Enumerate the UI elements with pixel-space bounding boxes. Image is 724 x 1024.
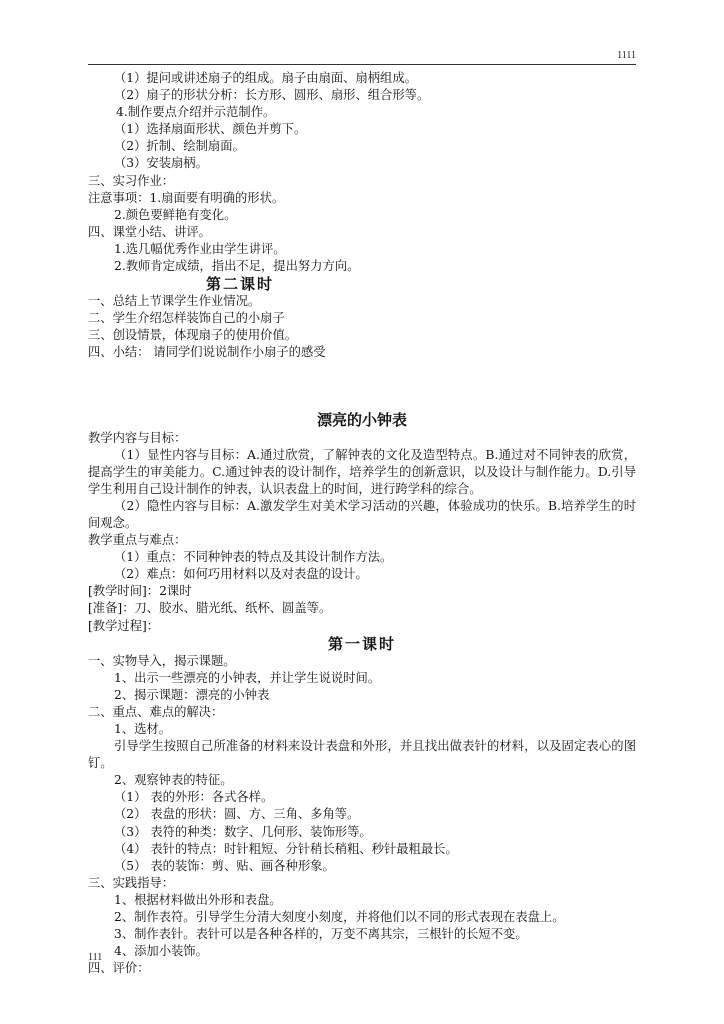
footer-page-number: 111 [88, 952, 103, 963]
text-line: 2、制作表符。引导学生分清大刻度小刻度，并将他们以不同的形式表现在表盘上。 [114, 910, 565, 925]
section-title: 漂亮的小钟表 [316, 410, 407, 429]
text-line: 二、重点、难点的解决： [88, 704, 224, 719]
text-line: 3、制作表针。表针可以是各种各样的，万变不离其宗，三根针的长短不变。 [114, 927, 528, 942]
text-line: 4、添加小装饰。 [114, 944, 208, 959]
guide-paragraph: 引导学生按照自己所准备的材料来设计表盘和外形，并且找出做表针的材料，以及固定表心的图钉。 [88, 739, 636, 771]
preparation: [准备]：刀、胶水、腊光纸、纸杯、圆盖等。 [88, 601, 332, 616]
text-line: （1）重点：不同种钟表的特点及其设计制作方法。 [114, 550, 393, 565]
text-line: 四、评价： [88, 961, 150, 976]
content-goals-label: 教学内容与目标： [88, 430, 187, 445]
text-line: 四、小结： 请同学们说说制作小扇子的感受 [88, 345, 326, 360]
lesson-one-heading: 第一课时 [327, 634, 396, 653]
key-points-label: 教学重点与难点： [88, 533, 187, 548]
page-content [88, 70, 636, 977]
goal-paragraph: （1）显性内容与目标：A.通过欣赏，了解钟表的文化及造型特点。B.通过对不同钟表的欣赏，提高学生的审美能力。C.通过钟表的设计制作，培养学生的创新意识，以及设计与制作能力。D.引导学生利用自己设计制作的钟表，认识表盘上的时间，进行跨学科的综合。 [88, 447, 636, 496]
text-line: （4） 表针的特点：时针粗短、分针稍长稍粗、秒针最粗最长。 [114, 841, 458, 856]
text-line: 1、出示一些漂亮的小钟表，并让学生说说时间。 [114, 670, 381, 685]
text-line: （5） 表的装饰：剪、贴、画各种形象。 [114, 858, 335, 873]
section-spacer [88, 362, 636, 410]
text-line: （3）安装扇柄。 [114, 156, 208, 171]
text-line: 2.颜色要鲜艳有变化。 [114, 207, 237, 222]
teaching-time: [教学时间]：2课时 [88, 584, 192, 599]
text-line: （2）折制、绘制扇面。 [114, 139, 245, 154]
text-line: 1、选材。 [114, 722, 172, 736]
text-line: 一、实物导入，揭示课题。 [88, 653, 236, 668]
lesson-two-heading: 第二课时 [206, 275, 275, 294]
text-line: （2）扇子的形状分析：长方形、圆形、扇形、组合形等。 [114, 88, 430, 103]
text-line: 三、实践指导： [88, 875, 175, 890]
text-line: 1、根据材料做出外形和表盘。 [114, 892, 282, 907]
text-line: （1）提问或讲述扇子的组成。扇子由扇面、扇柄组成。 [114, 71, 417, 85]
text-line: （2） 表盘的形状：圆、方、三角、多角等。 [114, 807, 360, 822]
text-line: 三、实习作业： [88, 173, 175, 188]
text-line: 2、揭示课题：漂亮的小钟表 [114, 687, 270, 702]
text-line: （1） 表的外形：各式各样。 [114, 790, 274, 805]
text-line: （1）选择扇面形状、颜色并剪下。 [114, 122, 307, 137]
process-label: [教学过程]： [88, 618, 160, 633]
text-line: 三、创设情景，体现扇子的使用价值。 [88, 328, 298, 343]
text-line: 一、总结上节课学生作业情况。 [88, 294, 261, 309]
goal-paragraph: （2）隐性内容与目标：A.激发学生对美术学习活动的兴趣，体验成功的快乐。B.培养学生的时间观念。 [88, 498, 636, 530]
text-line: （2）难点：如何巧用材料以及对表盘的设计。 [114, 567, 368, 582]
text-line: 4.制作要点介绍并示范制作。 [116, 105, 276, 120]
text-line: 2.教师肯定成绩，指出不足，提出努力方向。 [114, 259, 360, 274]
text-line: 二、学生介绍怎样装饰自己的小扇子 [88, 311, 285, 326]
text-line: 注意事项：1.扇面要有明确的形状。 [88, 190, 285, 205]
header-rule [88, 64, 636, 65]
text-line: 1.选几幅优秀作业由学生讲评。 [114, 241, 286, 256]
text-line: 2、观察钟表的特征。 [114, 773, 233, 788]
header-page-number: 1111 [617, 50, 636, 61]
text-line: 四、课堂小结、讲评。 [88, 224, 211, 239]
text-line: （3） 表符的种类：数字、几何形、装饰形等。 [114, 824, 372, 839]
